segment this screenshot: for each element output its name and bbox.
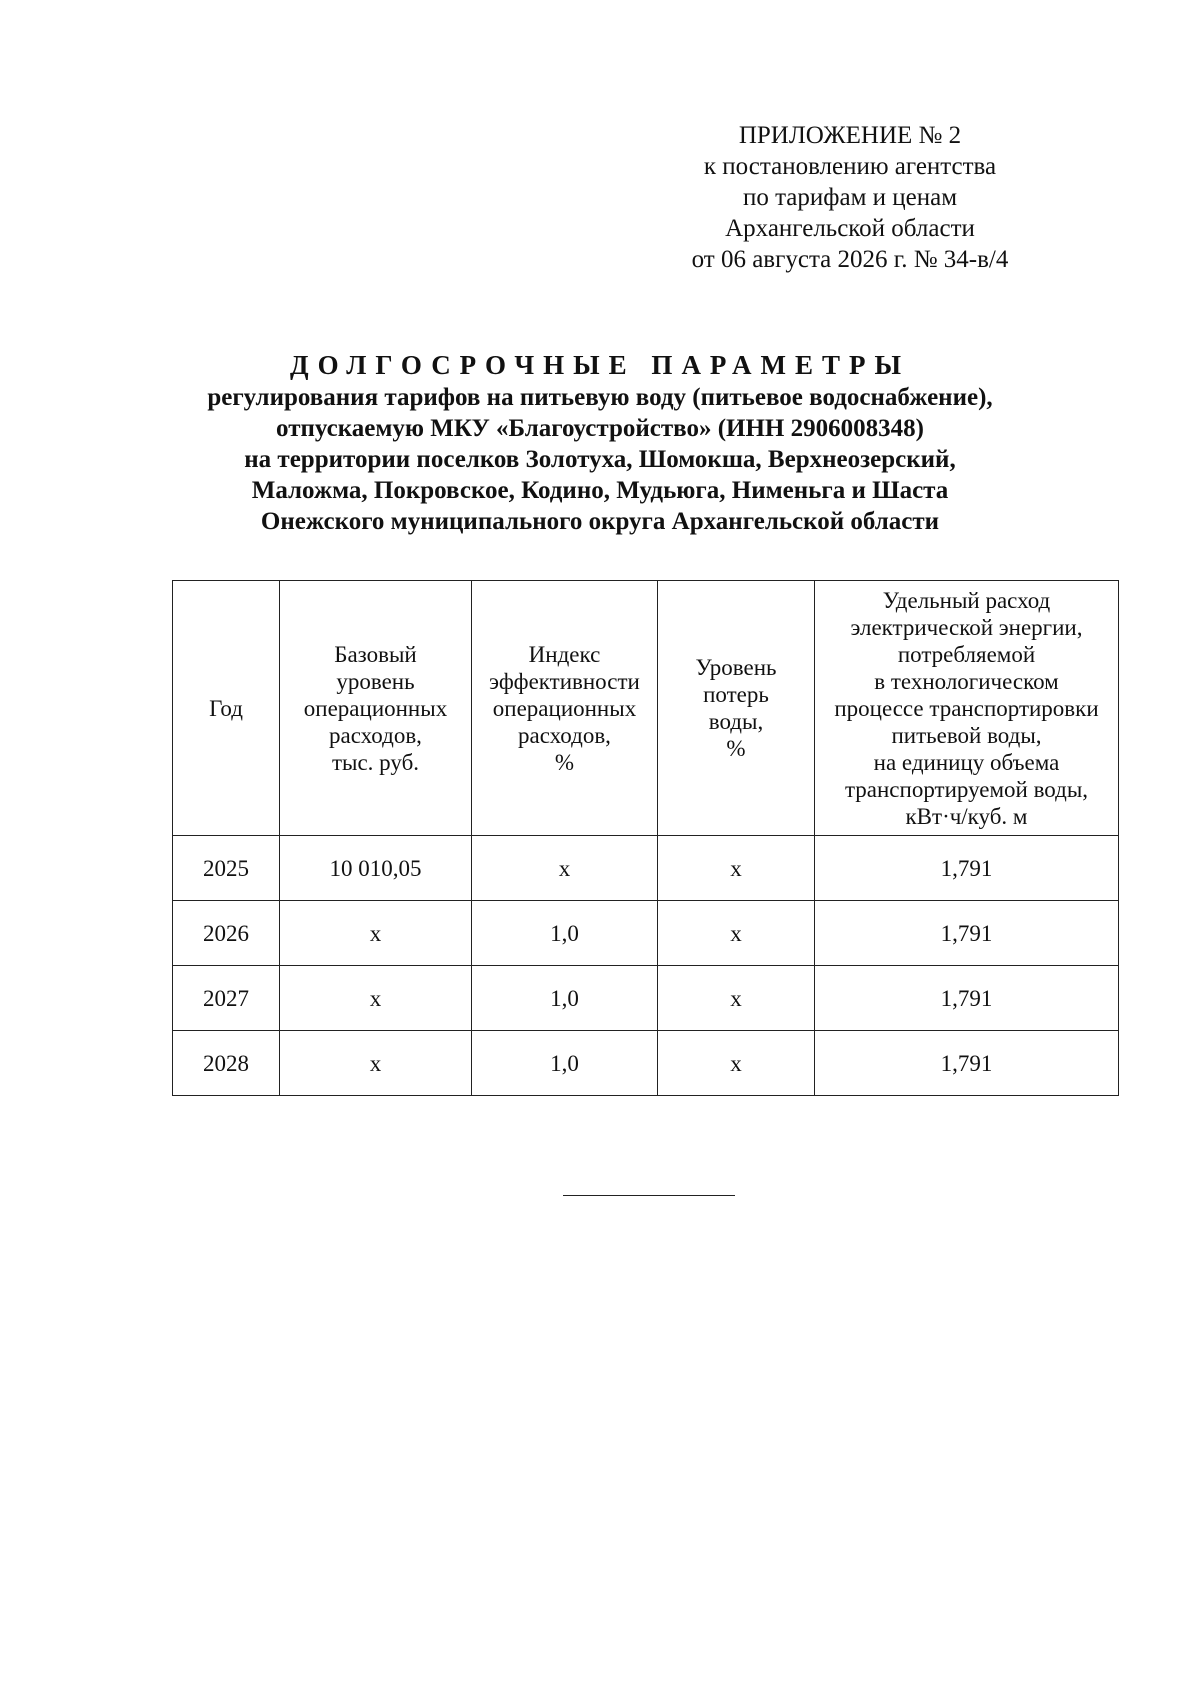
header-water-loss: Уровень потерь воды, % [658, 581, 815, 836]
table-row [173, 901, 1119, 966]
cell-year: 2025 [173, 836, 280, 901]
table-row [173, 1031, 1119, 1096]
annex-line: Архангельской области [725, 215, 975, 242]
cell-specific-energy: 1,791 [815, 1031, 1119, 1096]
cell-specific-energy: 1,791 [815, 836, 1119, 901]
cell-year: 2027 [173, 966, 280, 1031]
header-efficiency-index: Индекс эффективности операционных расходов, % [472, 581, 658, 836]
annex-block [660, 120, 1040, 275]
heading-line: Онежского муниципального округа Архангельской области [260, 508, 940, 535]
cell-water-loss: х [658, 966, 815, 1031]
cell-base-opex: 10 010,05 [280, 836, 472, 901]
cell-specific-energy: 1,791 [815, 966, 1119, 1031]
cell-efficiency-index: 1,0 [472, 1031, 658, 1096]
table-row [173, 836, 1119, 901]
heading-line: регулирования тарифов на питьевую воду (питьевое водоснабжение), [207, 384, 993, 411]
header-base-opex: Базовый уровень операционных расходов, тыс. руб. [280, 581, 472, 836]
table-header-row [173, 581, 1119, 836]
document-title: ДОЛГОСРОЧНЫЕ ПАРАМЕТРЫ [290, 350, 910, 380]
cell-water-loss: х [658, 836, 815, 901]
cell-base-opex: х [280, 1031, 472, 1096]
annex-line: к постановлению агентства [703, 153, 997, 180]
cell-efficiency-index: 1,0 [472, 901, 658, 966]
cell-year: 2028 [173, 1031, 280, 1096]
annex-date-number: от 06 августа 2026 г. № 34-в/4 [691, 246, 1009, 273]
cell-efficiency-index: х [472, 836, 658, 901]
cell-efficiency-index: 1,0 [472, 966, 658, 1031]
annex-title: ПРИЛОЖЕНИЕ № 2 [738, 122, 962, 149]
parameters-table [172, 580, 1119, 1096]
cell-base-opex: х [280, 966, 472, 1031]
cell-year: 2026 [173, 901, 280, 966]
cell-base-opex: х [280, 901, 472, 966]
header-year: Год [173, 581, 280, 836]
heading-line: отпускаемую МКУ «Благоустройство» (ИНН 2906008348) [276, 415, 924, 442]
annex-line: по тарифам и ценам [742, 184, 958, 211]
cell-water-loss: х [658, 901, 815, 966]
header-specific-energy: Удельный расход электрической энергии, потребляемой в технологическом процессе транспортировки питьевой воды, на единицу объема транспортируемой воды, кВт·ч/куб. м [815, 581, 1119, 836]
heading-line: на территории поселков Золотуха, Шомокша, Верхнеозерский, [244, 446, 956, 473]
cell-specific-energy: 1,791 [815, 901, 1119, 966]
table-row [173, 966, 1119, 1031]
heading-line: Маложма, Покровское, Кодино, Мудьюга, Нименьга и Шаста [251, 477, 949, 504]
cell-water-loss: х [658, 1031, 815, 1096]
document-heading [100, 348, 1100, 537]
closing-divider [563, 1195, 735, 1196]
